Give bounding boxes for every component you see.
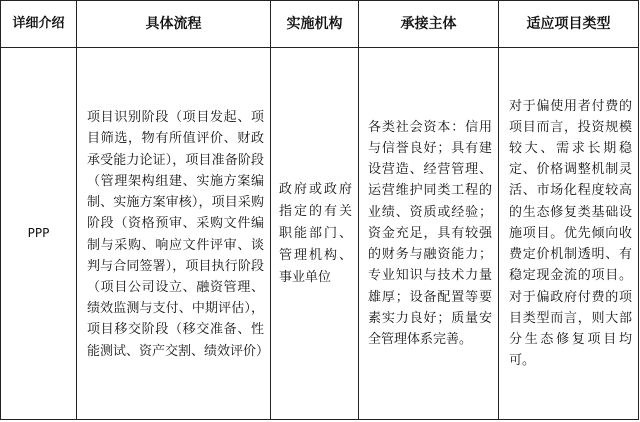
header-detail-intro: 详细介绍 <box>1 1 77 48</box>
cell-applicable <box>499 48 639 420</box>
header-implementing-agency: 实施机构 <box>271 1 359 48</box>
cell-undertaker <box>359 48 499 420</box>
header-specific-process: 具体流程 <box>77 1 271 48</box>
applicable-text: 对于偏使用者付费的项目而言，投资规模较大、需求长期稳定、价格调整机制灵活、市场化程度较高的生态修复类基础设施项目。优先倾向收费定价机制透明、有稳定现金流的项目。对于偏政府付费的项目类型而言，则大部分生态修复项目均可。 <box>509 98 632 369</box>
cell-process <box>77 48 271 420</box>
header-undertaking-entity: 承接主体 <box>359 1 499 48</box>
header-applicable-project-type: 适应项目类型 <box>499 1 639 48</box>
process-text: 项目识别阶段（项目发起、项目筛选，物有所值评价、财政承受能力论证），项目准备阶段（管理架构组建、实施方案编制、实施方案审核），项目采购阶段（资格预审、采购文件编制与采购、响应文件评审、谈判与合同签署），项目执行阶段（项目公司设立、融资管理、绩效监测与支付、中期评估），项目移交阶段（移交准备、性能测试、资产交割、绩效评价） <box>87 110 270 359</box>
table-header-row <box>1 1 639 48</box>
table-row <box>1 48 639 420</box>
undertaker-text: 各类社会资本：信用与信誉良好；具有建设营造、经营管理、运营维护同类工程的业绩、资质或经验；资金充足，具有较强的财务与融资能力；专业知识与技术力量雄厚；设备配置等要素实力良好；质量安全管理体系完善。 <box>368 119 492 347</box>
cell-agency: 政府或政府指定的有关职能部门、管理机构、事业单位 <box>271 48 359 420</box>
cell-mode: PPP <box>1 48 77 420</box>
